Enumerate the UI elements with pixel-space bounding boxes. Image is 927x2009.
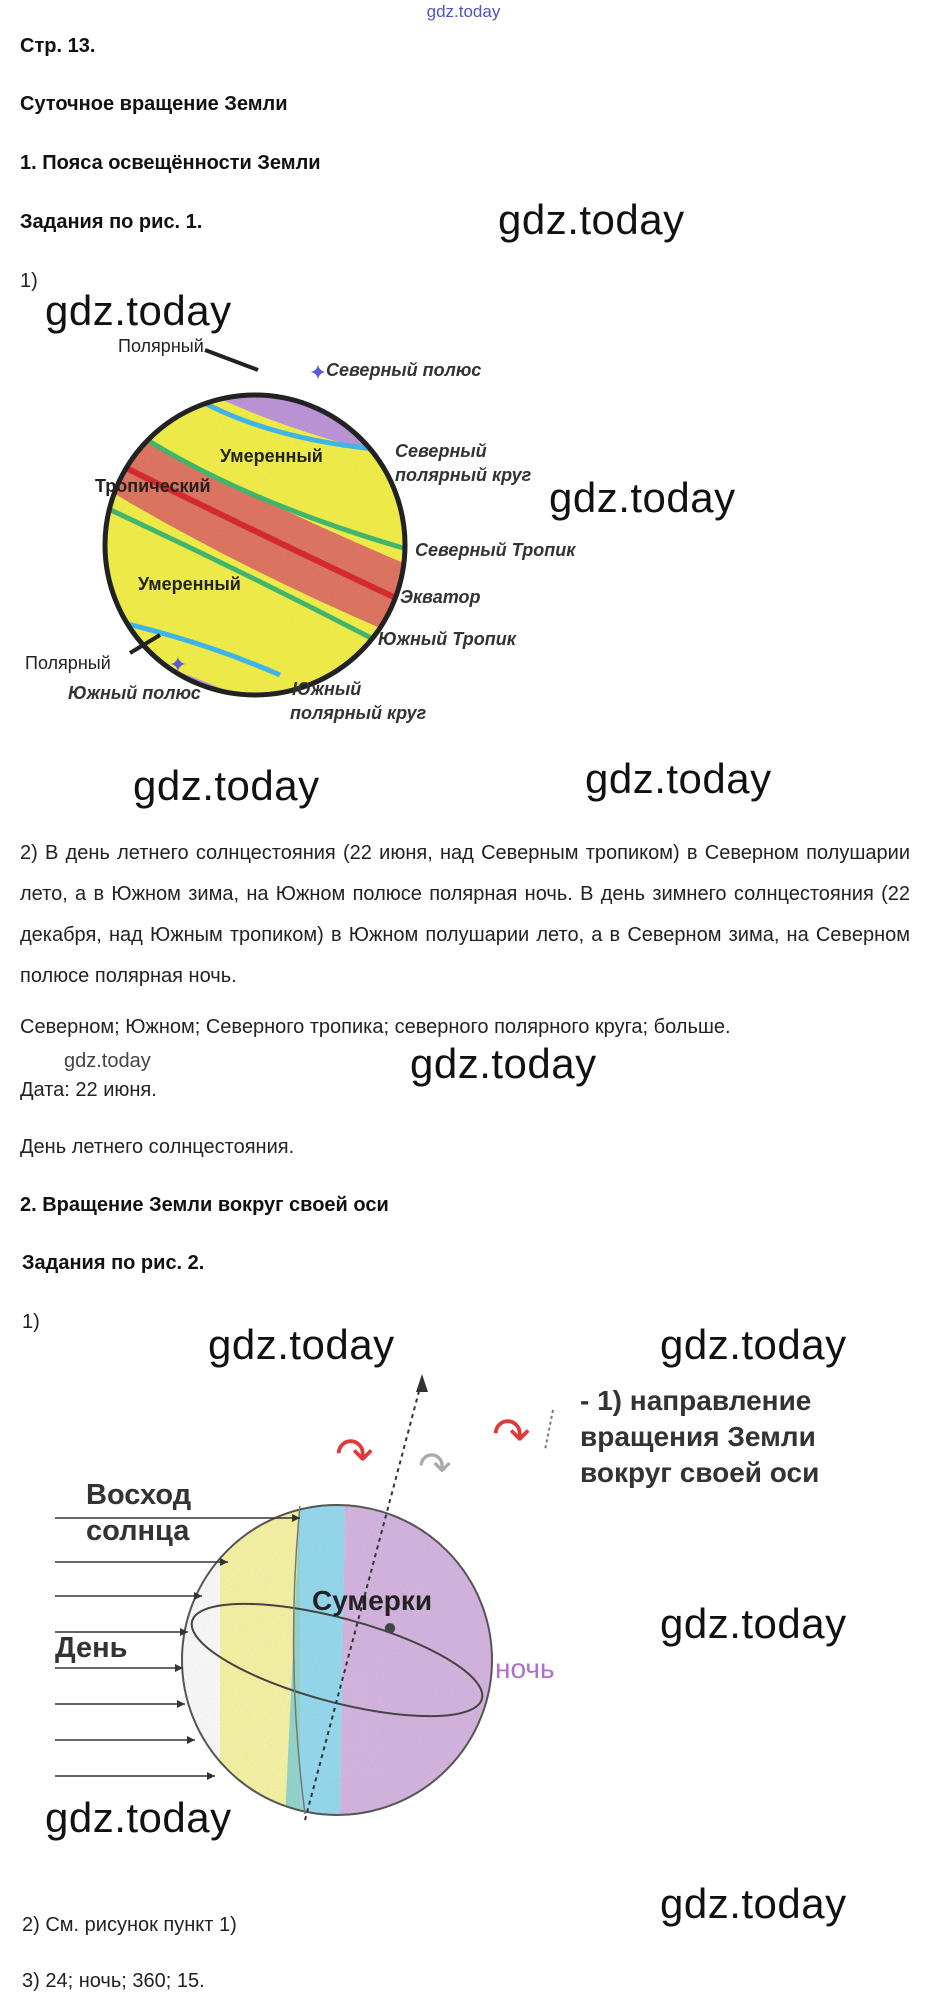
north-pointer-line — [205, 350, 258, 370]
watermark: gdz.today — [208, 1321, 395, 1368]
globe-zones — [100, 380, 420, 720]
label-tropic-cancer: Северный Тропик — [415, 540, 576, 560]
label-south-pole: Южный полюс — [68, 683, 201, 703]
label-arctic-circle-2: полярный круг — [395, 465, 532, 485]
section2-item2: 2) См. рисунок пункт 1) — [22, 1914, 237, 1936]
label-polar-top: Полярный — [118, 336, 204, 356]
label-temperate-top: Умеренный — [220, 446, 323, 466]
fill-answers: Северном; Южном; Северного тропика; северного полярного круга; больше. — [20, 1016, 731, 1038]
section1-heading: 1. Пояса освещённости Земли — [20, 152, 321, 174]
watermark: gdz.today — [585, 755, 772, 802]
legend-line-1: - 1) направление — [580, 1385, 812, 1416]
south-pole-star-icon: ✦ — [168, 652, 188, 677]
section1-item1-label: 1) — [20, 270, 38, 292]
section2-item3: 3) 24; ночь; 360; 15. — [22, 1970, 205, 1992]
watermark: gdz.today — [549, 474, 736, 521]
label-arctic-circle-1: Северный — [395, 441, 487, 461]
section1-task-heading: Задания по рис. 1. — [20, 211, 203, 233]
label-sunrise-2: солнца — [86, 1515, 190, 1547]
rotation-arrow-icon: ↷ — [335, 1428, 374, 1480]
watermark: gdz.today — [133, 762, 320, 809]
watermark: gdz.today — [660, 1880, 847, 1927]
section2-heading: 2. Вращение Земли вокруг своей оси — [20, 1194, 389, 1216]
rotation-arrow-outline-icon: ↷ — [418, 1445, 452, 1489]
watermark: gdz.today — [660, 1321, 847, 1368]
top-watermark: gdz.today — [426, 2, 501, 21]
figure-earth-rotation — [0, 1370, 927, 1830]
figure-illumination-zones — [0, 320, 927, 740]
axis-arrowhead — [416, 1374, 428, 1392]
legend-line-2: вращения Земли — [580, 1421, 816, 1452]
legend-rotation-arrow-icon: ↷ — [492, 1408, 531, 1460]
label-north-pole: Северный полюс — [326, 360, 482, 380]
label-polar-bottom: Полярный — [25, 653, 111, 673]
label-equator: Экватор — [400, 587, 481, 607]
label-night: ночь — [495, 1653, 555, 1684]
date-answer: Дата: 22 июня. — [20, 1079, 157, 1101]
globe2-shading — [180, 1500, 500, 1820]
section2-item1-label: 1) — [22, 1311, 40, 1333]
section2-task-heading: Задания по рис. 2. — [22, 1252, 205, 1274]
day-name-answer: День летнего солнцестояния. — [20, 1136, 295, 1158]
watermark: gdz.today — [660, 1600, 847, 1647]
label-sunrise-1: Восход — [86, 1479, 192, 1511]
label-antarctic-circle-1: Южный — [292, 679, 362, 699]
observer-marker-icon: ● — [382, 1614, 398, 1641]
label-antarctic-circle-2: полярный круг — [290, 703, 427, 723]
label-temperate-bottom: Умеренный — [138, 574, 241, 594]
watermark-small: gdz.today — [64, 1050, 151, 1072]
watermark: gdz.today — [45, 287, 232, 334]
section1-item2-text: 2) В день летнего солнцестояния (22 июня, над Северным тропиком) в Северном полушарии лето, а в Южном зима, на Южном полюсе полярная ночь. В день зимнего солнцестояния (22 декабря, над Южным тропиком) в Южном полушарии лето, а в Северном зима, на Северном полюсе полярная ночь. — [20, 842, 910, 987]
watermark: gdz.today — [45, 1794, 232, 1841]
legend-line-3: вокруг своей оси — [580, 1457, 820, 1488]
north-pole-star-icon: ✦ — [308, 360, 328, 385]
watermark: gdz.today — [498, 196, 685, 243]
watermark: gdz.today — [410, 1040, 597, 1087]
label-day: День — [55, 1632, 128, 1664]
label-tropic-capricorn: Южный Тропик — [378, 629, 516, 649]
label-tropical: Тропический — [95, 476, 211, 496]
label-twilight: Сумерки — [312, 1585, 433, 1616]
page-ref: Стр. 13. — [20, 35, 96, 57]
page-title: Суточное вращение Земли — [20, 93, 288, 115]
